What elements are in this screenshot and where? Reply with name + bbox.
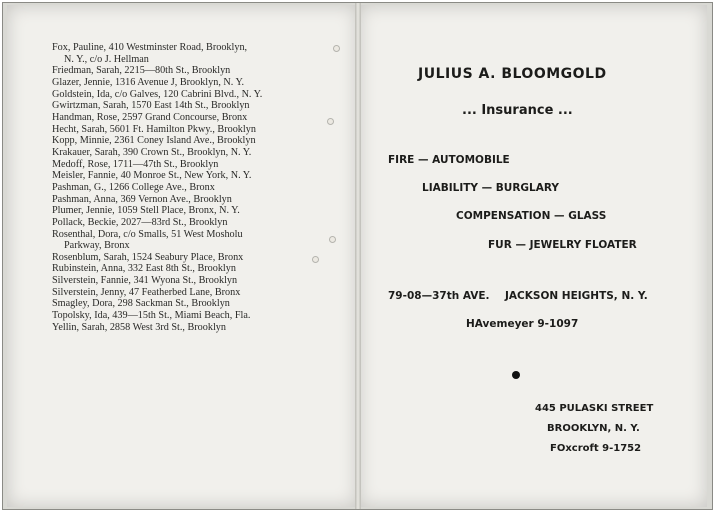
ad-second-phone: FOxcroft 9-1752 bbox=[550, 443, 642, 454]
directory-entry-line: Meisler, Fannie, 40 Monroe St., New York, N. Y. bbox=[52, 170, 252, 182]
ad-phone: HAvemeyer 9-1097 bbox=[466, 318, 579, 330]
directory-entry-line: Krakauer, Sarah, 390 Crown St., Brooklyn, N. Y. bbox=[52, 146, 252, 158]
directory-entry-line: Silverstein, Fannie, 341 Wyona St., Brooklyn bbox=[52, 275, 238, 287]
directory-entry bbox=[52, 287, 352, 299]
directory-entry bbox=[52, 252, 352, 264]
ad-address-street: 79-08—37th AVE. bbox=[388, 290, 490, 302]
directory-entry-line: Pashman, G., 1266 College Ave., Bronx bbox=[52, 181, 215, 193]
ad-address-city: JACKSON HEIGHTS, N. Y. bbox=[505, 290, 648, 302]
directory-entry bbox=[52, 159, 352, 171]
directory-entry bbox=[52, 42, 352, 65]
directory-entry-line: Fox, Pauline, 410 Westminster Road, Brooklyn, bbox=[52, 42, 248, 53]
directory-entry bbox=[52, 170, 352, 182]
directory-entry-continuation: N. Y., c/o J. Hellman bbox=[64, 53, 149, 65]
directory-entry-line: Rubinstein, Anna, 332 East 8th St., Brooklyn bbox=[52, 263, 236, 275]
directory-entry bbox=[52, 217, 352, 229]
directory-entry bbox=[52, 182, 352, 194]
ad-service-line: LIABILITY — BURGLARY bbox=[422, 182, 559, 194]
directory-entry-line: Rosenblum, Sarah, 1524 Seabury Place, Bronx bbox=[52, 251, 244, 263]
directory-entry-line: Plumer, Jennie, 1059 Stell Place, Bronx, N. Y. bbox=[52, 205, 240, 217]
ad-business-name: JULIUS A. BLOOMGOLD bbox=[418, 66, 607, 82]
directory-entry-line: Yellin, Sarah, 2858 West 3rd St., Brooklyn bbox=[52, 321, 226, 333]
directory-entry-line: Handman, Rose, 2597 Grand Concourse, Bronx bbox=[52, 111, 248, 123]
directory-entry bbox=[52, 100, 352, 112]
directory-entry-line: Goldstein, Ida, c/o Galves, 120 Cabrini Blvd., N. Y. bbox=[52, 88, 263, 100]
directory-entry-line: Topolsky, Ida, 439—15th St., Miami Beach, Fla. bbox=[52, 310, 251, 322]
directory-entry bbox=[52, 310, 352, 322]
directory-entry bbox=[52, 89, 352, 101]
directory-entry bbox=[52, 77, 352, 89]
directory-entry bbox=[52, 275, 352, 287]
directory-entry bbox=[52, 65, 352, 77]
directory-entry-line: Hecht, Sarah, 5601 Ft. Hamilton Pkwy., Brooklyn bbox=[52, 123, 256, 135]
ad-second-address-street: 445 PULASKI STREET bbox=[535, 403, 654, 414]
ad-tagline: ... Insurance ... bbox=[462, 103, 573, 118]
directory-entry-line: Silverstein, Jenny, 47 Featherbed Lane, Bronx bbox=[52, 286, 241, 298]
directory-entry-line: Glazer, Jennie, 1316 Avenue J, Brooklyn, N. Y. bbox=[52, 76, 245, 88]
directory-entry bbox=[52, 124, 352, 136]
directory-entry bbox=[52, 135, 352, 147]
directory-entry-line: Smagley, Dora, 298 Sackman St., Brooklyn bbox=[52, 298, 230, 310]
directory-entry-line: Medoff, Rose, 1711—47th St., Brooklyn bbox=[52, 158, 219, 170]
ad-second-address-city: BROOKLYN, N. Y. bbox=[547, 423, 640, 434]
directory-entry-continuation: Parkway, Bronx bbox=[64, 240, 130, 252]
directory-entry-line: Pashman, Anna, 369 Vernon Ave., Brooklyn bbox=[52, 193, 232, 205]
directory-entry bbox=[52, 322, 352, 334]
ad-service-line: COMPENSATION — GLASS bbox=[456, 210, 607, 222]
member-directory-list bbox=[52, 42, 352, 333]
ad-service-line: FUR — JEWELRY FLOATER bbox=[488, 239, 637, 251]
directory-entry bbox=[52, 112, 352, 124]
directory-entry-line: Gwirtzman, Sarah, 1570 East 14th St., Brooklyn bbox=[52, 100, 250, 112]
directory-entry-line: Pollack, Beckie, 2027—83rd St., Brooklyn bbox=[52, 216, 228, 228]
directory-entry bbox=[52, 229, 352, 252]
directory-entry bbox=[52, 263, 352, 275]
directory-entry bbox=[52, 147, 352, 159]
directory-entry-line: Friedman, Sarah, 2215—80th St., Brooklyn bbox=[52, 65, 231, 77]
directory-entry bbox=[52, 194, 352, 206]
directory-entry bbox=[52, 205, 352, 217]
directory-entry-line: Kopp, Minnie, 2361 Coney Island Ave., Brooklyn bbox=[52, 135, 256, 147]
ad-service-line: FIRE — AUTOMOBILE bbox=[388, 154, 510, 166]
directory-entry bbox=[52, 298, 352, 310]
bullet-dot-icon bbox=[512, 371, 520, 379]
directory-entry-line: Rosenthal, Dora, c/o Smalls, 51 West Mosholu bbox=[52, 228, 243, 240]
binding-gutter bbox=[355, 3, 361, 509]
